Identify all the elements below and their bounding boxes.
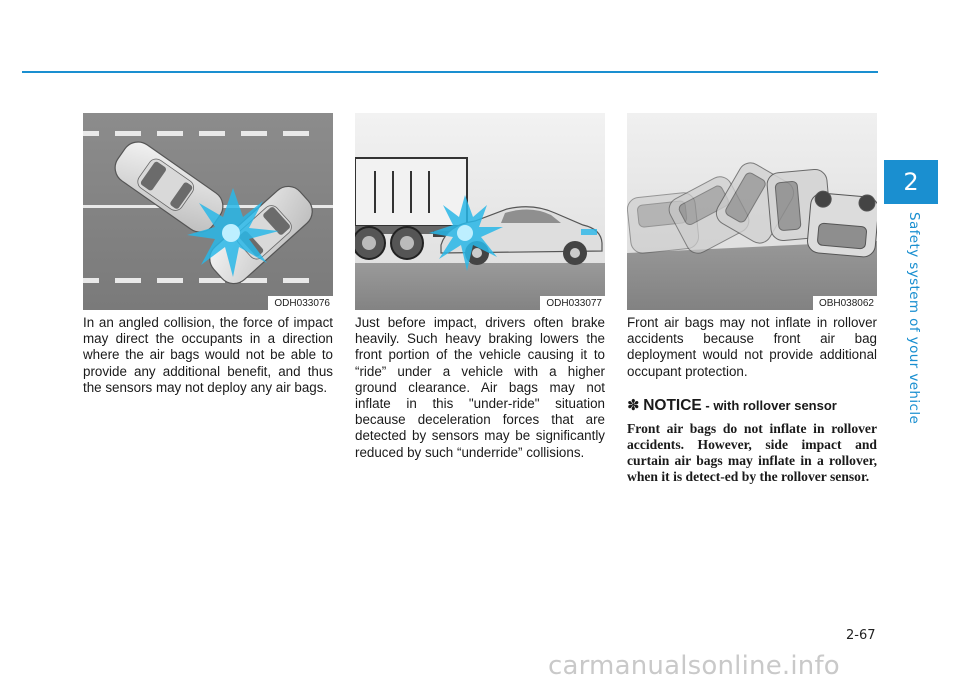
notice-text: Front air bags do not inflate in rollover accidents. However, side impact and curtain air bags may inflate in a rollover, when it is detect-ed by the rollover sensor.: [627, 420, 877, 485]
paragraph-angled-collision: In an angled collision, the force of impact may direct the occupants in a direction where the air bags would not be able to provide any additional benefit, and thus the sensors may not deploy any air bags.: [83, 315, 333, 395]
paragraph-rollover: Front air bags may not inflate in rollover accidents because front air bag deployment would not provide additional occupant protection.: [627, 315, 877, 379]
notice-label: NOTICE: [643, 396, 702, 414]
rollover-illustration: [627, 113, 877, 310]
notice-heading: [627, 396, 877, 415]
figure-code: ODH033077: [540, 296, 605, 310]
header-rule: [22, 71, 878, 73]
figure-code: OBH038062: [813, 296, 877, 310]
figure-rollover: [627, 113, 877, 310]
column-underride: [355, 113, 605, 461]
paragraph-underride: Just before impact, drivers often brake heavily. Such heavy braking lowers the front portion of the vehicle causing it to “ride” under a vehicle with a higher ground clearance. Air bags may not inflate in this "under-ride" situation because deceleration forces that are detected by sensors may be significantly reduced by such “underride” collisions.: [355, 315, 605, 460]
angled-collision-illustration: [83, 113, 333, 310]
figure-underride: [355, 113, 605, 310]
column-rollover: [627, 113, 877, 486]
watermark: carmanualsonline.info: [548, 651, 840, 681]
chapter-number-tab[interactable]: [884, 160, 938, 204]
chapter-number: 2: [903, 168, 919, 196]
page-number: 2-67: [846, 628, 876, 643]
notice-subtitle: - with rollover sensor: [701, 397, 837, 413]
column-angled-collision: [83, 113, 333, 396]
chapter-title: Safety system of your vehicle: [906, 212, 922, 425]
notice-symbol: ✽: [627, 396, 640, 414]
underride-illustration: [355, 113, 605, 310]
figure-code: ODH033076: [268, 296, 333, 310]
figure-angled-collision: [83, 113, 333, 310]
